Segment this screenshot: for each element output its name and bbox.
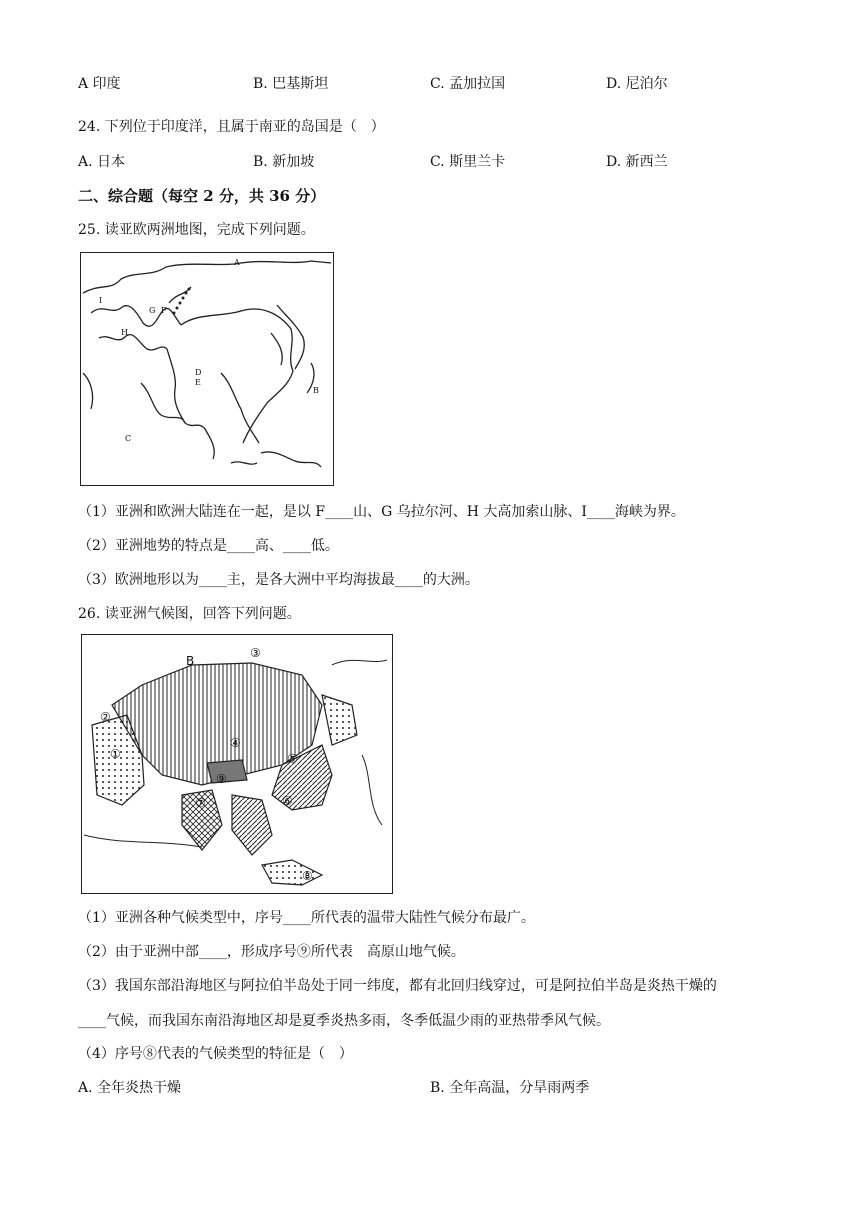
climate-label-9: ⑨ [216, 772, 227, 786]
q26-sub1: （1）亚洲各种气候类型中，序号____所代表的温带大陆性气候分布最广。 [78, 910, 535, 926]
climate-label-b: B [186, 654, 195, 668]
q25-sub1: （1）亚洲和欧洲大陆连在一起，是以 F____山、G 乌拉尔河、H 大高加索山脉、I____海峡为界。 [78, 504, 685, 520]
q26-option-b: B. 全年高温，分旱雨两季 [430, 1080, 590, 1096]
q26-sub2: （2）由于亚洲中部____，形成序号⑨所代表 高原山地气候。 [78, 944, 465, 960]
q26-stem: 26. 读亚洲气候图，回答下列问题。 [78, 606, 301, 622]
q25-sub3: （3）欧洲地形以为____主，是各大洲中平均海拔最____的大洲。 [78, 572, 479, 588]
map-label-h: H [121, 328, 128, 337]
q23-option-b: B. 巴基斯坦 [253, 76, 329, 92]
map-label-e: E [195, 378, 201, 387]
q25-stem: 25. 读亚欧两洲地图，完成下列问题。 [78, 222, 315, 238]
climate-label-6: ⑥ [282, 794, 293, 808]
q24-stem: 24. 下列位于印度洋，且属于南亚的岛国是（ ） [78, 119, 385, 135]
q23-option-d: D. 尼泊尔 [606, 76, 668, 92]
climate-label-2: ② [100, 710, 111, 724]
climate-label-7: ⑦ [195, 796, 206, 810]
q24-option-a: A. 日本 [78, 154, 126, 170]
q26-sub3-line1: （3）我国东部沿海地区与阿拉伯半岛处于同一纬度，都有北回归线穿过，可是阿拉伯半岛是炎热干燥的 [78, 978, 717, 994]
climate-label-3: ③ [250, 646, 261, 660]
section-title: 二、综合题（每空 2 分，共 36 分） [78, 187, 326, 205]
climate-label-8: ⑧ [302, 869, 313, 883]
map-label-f: F [161, 306, 167, 315]
q26-sub4: （4）序号⑧代表的气候类型的特征是（ ） [78, 1046, 353, 1062]
eurasia-map-drawing [81, 253, 333, 485]
q24-option-d: D. 新西兰 [606, 154, 668, 170]
map-label-a: A [234, 258, 240, 267]
asia-climate-map [81, 634, 393, 894]
q25-sub2: （2）亚洲地势的特点是____高、____低。 [78, 538, 339, 554]
map-label-i: I [99, 296, 103, 305]
q26-option-a: A. 全年炎热干燥 [78, 1080, 182, 1096]
q26-sub3-line2: ____气候，而我国东南沿海地区却是夏季炎热多雨，冬季低温少雨的亚热带季风气候。 [78, 1013, 610, 1029]
climate-label-4: ④ [230, 736, 241, 750]
q23-option-c: C. 孟加拉国 [430, 76, 506, 92]
climate-label-1: ① [110, 747, 121, 761]
map-label-b: B [313, 386, 319, 395]
map-label-c: C [125, 434, 132, 443]
climate-label-5: ⑤ [287, 752, 298, 766]
asia-climate-map-drawing [82, 635, 392, 893]
map-label-g: G [149, 306, 156, 315]
q24-option-c: C. 斯里兰卡 [430, 154, 506, 170]
q23-option-a: A 印度 [78, 76, 121, 92]
q24-option-b: B. 新加坡 [253, 154, 315, 170]
eurasia-map [80, 252, 334, 486]
map-label-d: D [195, 368, 202, 377]
